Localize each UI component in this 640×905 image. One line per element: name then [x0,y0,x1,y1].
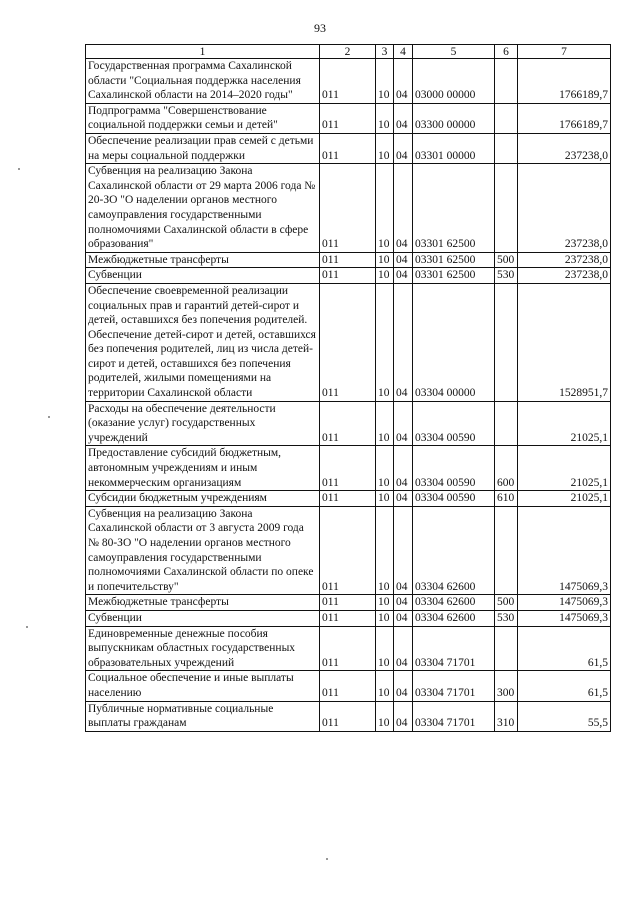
row-ministry-code: 011 [320,506,376,595]
row-name: Обеспечение своевременной реализации социальных прав и гарантий детей-сирот и детей, оставшихся без попечения родителей. Обеспечение детей-сирот и детей, оставшихся без попечения родителей, лиц из числа детей-сирот и детей, оставшихся без попечения родителей, жилыми помещениями на территории Сахалинской области [86,283,320,401]
row-sum: 1475069,3 [518,506,611,595]
row-ministry-code: 011 [320,701,376,731]
row-expense-type: 610 [495,491,518,507]
row-ministry-code: 011 [320,103,376,133]
row-name: Межбюджетные трансферты [86,595,320,611]
row-target-code: 03304 00000 [413,283,495,401]
row-name: Публичные нормативные социальные выплаты гражданам [86,701,320,731]
row-expense-type: 300 [495,671,518,701]
column-header: 3 [376,45,394,59]
row-expense-type: 600 [495,446,518,491]
scan-speck [26,626,28,628]
row-expense-type: 310 [495,701,518,731]
row-sum: 1475069,3 [518,595,611,611]
row-expense-type [495,401,518,446]
row-subsection: 04 [394,268,413,284]
table-row [86,595,611,611]
row-section: 10 [376,401,394,446]
row-sum: 1766189,7 [518,103,611,133]
row-ministry-code: 011 [320,268,376,284]
row-sum: 1766189,7 [518,59,611,104]
table-row [86,252,611,268]
row-target-code: 03304 00590 [413,401,495,446]
row-sum: 21025,1 [518,446,611,491]
row-section: 10 [376,595,394,611]
row-sum: 55,5 [518,701,611,731]
row-section: 10 [376,610,394,626]
row-section: 10 [376,446,394,491]
table-row [86,446,611,491]
row-sum: 237238,0 [518,164,611,253]
row-target-code: 03301 00000 [413,133,495,163]
row-target-code: 03304 71701 [413,701,495,731]
table-row [86,626,611,671]
row-target-code: 03301 62500 [413,164,495,253]
row-subsection: 04 [394,506,413,595]
row-expense-type: 530 [495,268,518,284]
row-expense-type [495,133,518,163]
row-expense-type [495,506,518,595]
table-row [86,59,611,104]
row-subsection: 04 [394,283,413,401]
table-row [86,283,611,401]
row-sum: 237238,0 [518,268,611,284]
row-target-code: 03304 71701 [413,626,495,671]
row-name: Субвенция на реализацию Закона Сахалинской области от 29 марта 2006 года № 20-ЗО "О наделении органов местного самоуправления государственными полномочиями Сахалинской области в сфере образования" [86,164,320,253]
row-name: Субвенция на реализацию Закона Сахалинской области от 3 августа 2009 года № 80-ЗО "О наделении органов местного самоуправления государственными полномочиями Сахалинской области по опеке и попечительству" [86,506,320,595]
row-section: 10 [376,133,394,163]
row-subsection: 04 [394,401,413,446]
table-row [86,671,611,701]
row-expense-type [495,164,518,253]
row-sum: 21025,1 [518,401,611,446]
row-section: 10 [376,103,394,133]
row-name: Субвенции [86,610,320,626]
row-ministry-code: 011 [320,610,376,626]
row-name: Субсидии бюджетным учреждениям [86,491,320,507]
row-ministry-code: 011 [320,164,376,253]
table-row [86,133,611,163]
row-target-code: 03304 00590 [413,491,495,507]
table-row [86,164,611,253]
table-row [86,506,611,595]
row-sum: 1475069,3 [518,610,611,626]
row-expense-type: 500 [495,252,518,268]
row-name: Подпрограмма "Совершенствование социальной поддержки семьи и детей" [86,103,320,133]
column-header: 4 [394,45,413,59]
row-ministry-code: 011 [320,446,376,491]
row-name: Межбюджетные трансферты [86,252,320,268]
header-row [86,45,611,59]
row-target-code: 03304 71701 [413,671,495,701]
row-subsection: 04 [394,671,413,701]
column-header: 6 [495,45,518,59]
row-ministry-code: 011 [320,401,376,446]
row-section: 10 [376,626,394,671]
row-sum: 21025,1 [518,491,611,507]
row-target-code: 03304 62600 [413,610,495,626]
row-ministry-code: 011 [320,59,376,104]
row-section: 10 [376,491,394,507]
row-subsection: 04 [394,446,413,491]
budget-table [85,44,611,732]
row-subsection: 04 [394,133,413,163]
row-expense-type: 530 [495,610,518,626]
row-ministry-code: 011 [320,595,376,611]
row-expense-type [495,626,518,671]
table-row [86,701,611,731]
scan-speck [18,168,20,170]
page-number: 93 [314,21,326,35]
table-row [86,401,611,446]
row-name: Социальное обеспечение и иные выплаты населению [86,671,320,701]
row-target-code: 03304 62600 [413,595,495,611]
scan-speck [326,858,328,860]
row-sum: 1528951,7 [518,283,611,401]
row-target-code: 03301 62500 [413,252,495,268]
row-target-code: 03000 00000 [413,59,495,104]
row-section: 10 [376,268,394,284]
row-sum: 61,5 [518,671,611,701]
row-name: Предоставление субсидий бюджетным, автономным учреждениям и иным некоммерческим организациям [86,446,320,491]
row-subsection: 04 [394,595,413,611]
scan-speck [48,416,50,418]
row-ministry-code: 011 [320,626,376,671]
row-expense-type [495,283,518,401]
row-section: 10 [376,283,394,401]
row-subsection: 04 [394,164,413,253]
row-target-code: 03301 62500 [413,268,495,284]
row-name: Субвенции [86,268,320,284]
table-body [86,59,611,732]
row-section: 10 [376,59,394,104]
row-sum: 61,5 [518,626,611,671]
row-name: Расходы на обеспечение деятельности (оказание услуг) государственных учреждений [86,401,320,446]
row-target-code: 03304 62600 [413,506,495,595]
row-subsection: 04 [394,610,413,626]
row-subsection: 04 [394,59,413,104]
column-header: 5 [413,45,495,59]
row-sum: 237238,0 [518,252,611,268]
row-section: 10 [376,701,394,731]
row-ministry-code: 011 [320,283,376,401]
column-header: 1 [86,45,320,59]
column-header: 7 [518,45,611,59]
row-name: Единовременные денежные пособия выпускникам областных государственных образовательных учреждений [86,626,320,671]
row-expense-type [495,103,518,133]
row-section: 10 [376,506,394,595]
row-section: 10 [376,671,394,701]
row-subsection: 04 [394,701,413,731]
row-expense-type [495,59,518,104]
row-name: Обеспечение реализации прав семей с детьми на меры социальной поддержки [86,133,320,163]
row-name: Государственная программа Сахалинской области "Социальная поддержка населения Сахалинской области на 2014–2020 годы" [86,59,320,104]
row-ministry-code: 011 [320,133,376,163]
table-row [86,610,611,626]
column-header: 2 [320,45,376,59]
row-target-code: 03304 00590 [413,446,495,491]
row-subsection: 04 [394,252,413,268]
table-row [86,268,611,284]
row-ministry-code: 011 [320,491,376,507]
row-subsection: 04 [394,491,413,507]
row-expense-type: 500 [495,595,518,611]
row-subsection: 04 [394,103,413,133]
row-sum: 237238,0 [518,133,611,163]
table-row [86,103,611,133]
row-target-code: 03300 00000 [413,103,495,133]
table-row [86,491,611,507]
row-section: 10 [376,252,394,268]
row-ministry-code: 011 [320,671,376,701]
row-section: 10 [376,164,394,253]
row-subsection: 04 [394,626,413,671]
row-ministry-code: 011 [320,252,376,268]
